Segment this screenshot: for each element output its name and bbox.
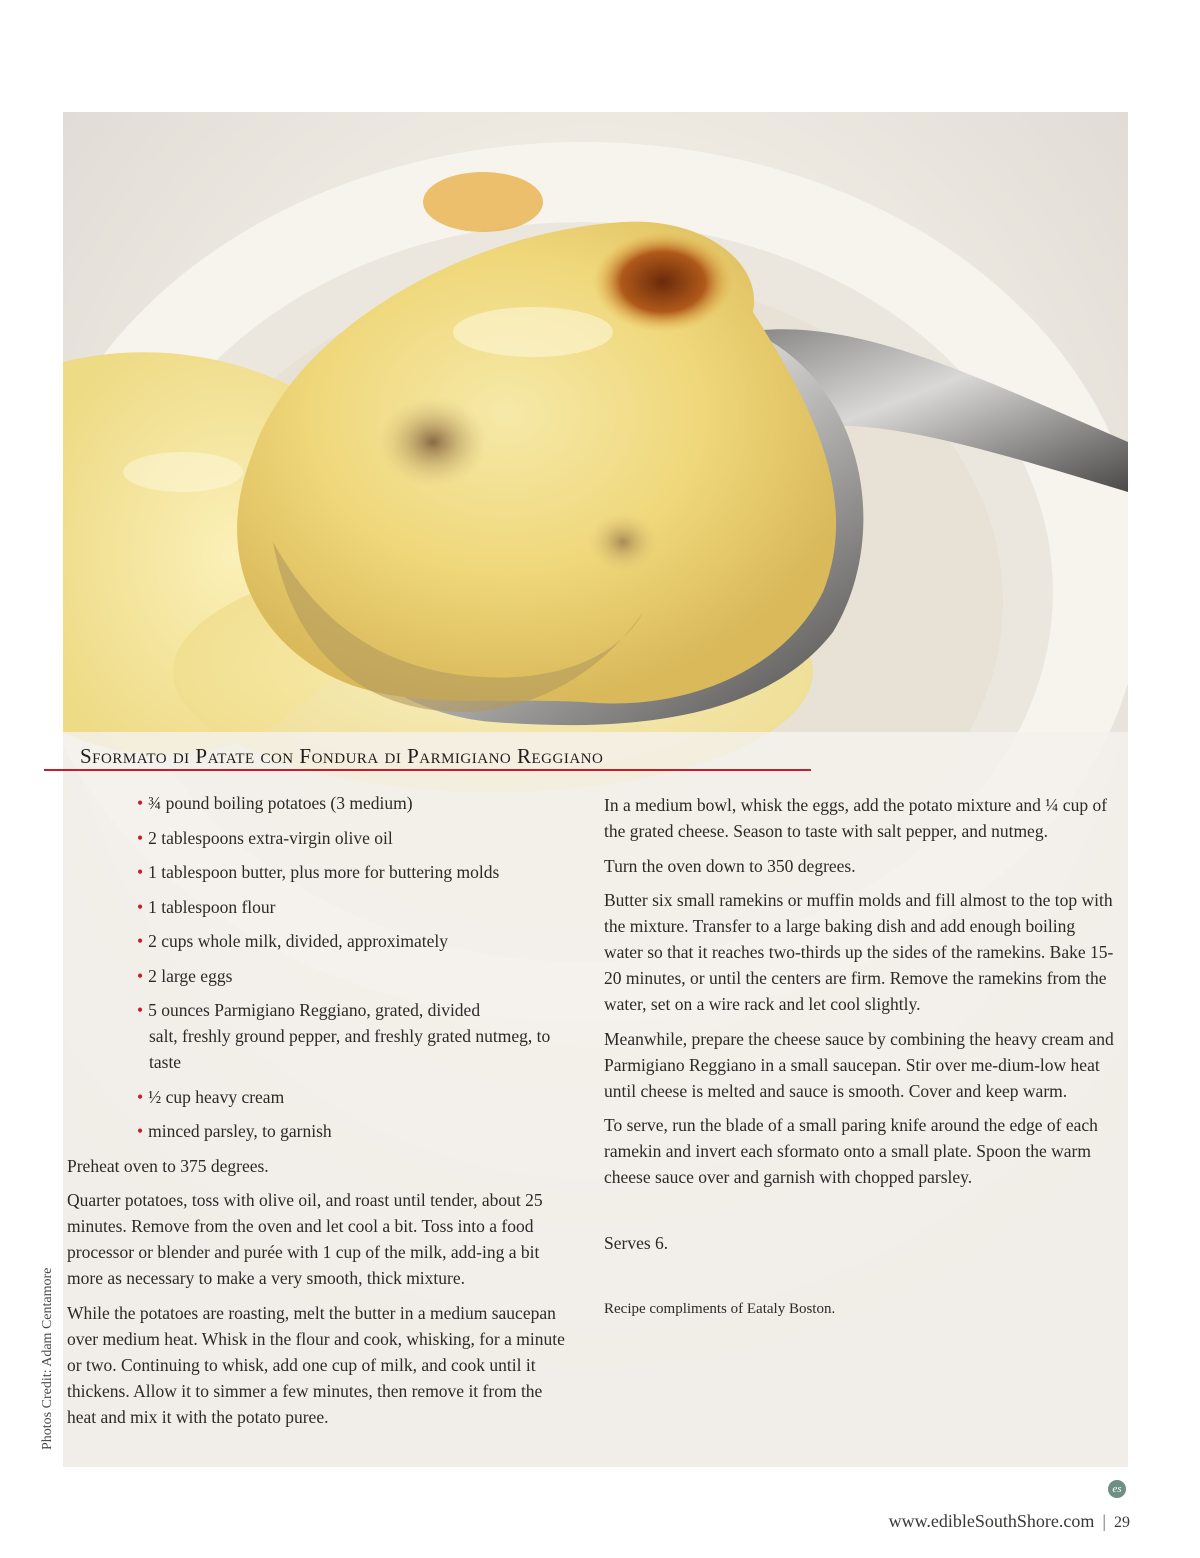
- ingredient-item: • ¾ pound boiling potatoes (3 medium): [137, 793, 413, 813]
- website-link[interactable]: www.edibleSouthShore.com: [888, 1511, 1095, 1531]
- ingredient-item: • ½ cup heavy cream: [137, 1086, 285, 1107]
- bullet-icon: •: [137, 793, 144, 813]
- bullet-icon: •: [137, 1121, 144, 1141]
- step-paragraph: Turn the oven down to 350 degrees.: [604, 855, 856, 876]
- photo-credit: Photos Credit: Adam Centamore: [40, 1267, 55, 1450]
- bullet-icon: •: [137, 896, 144, 917]
- edible-logo-icon: es: [1108, 1480, 1126, 1498]
- ingredient-item: • 1 tablespoon butter, plus more for buttering molds: [137, 862, 500, 882]
- bullet-icon: •: [137, 931, 144, 951]
- bullet-icon: •: [137, 827, 144, 848]
- bullet-icon: •: [137, 965, 144, 986]
- bullet-icon: •: [137, 862, 144, 882]
- ingredient-item: • 1 tablespoon flour: [137, 896, 276, 917]
- title-underline: [44, 769, 811, 771]
- bullet-icon: •: [137, 1086, 144, 1107]
- ingredient-item: • 2 cups whole milk, divided, approximately: [137, 931, 449, 951]
- right-column: [604, 792, 1116, 1331]
- bullet-icon: •: [137, 1000, 144, 1020]
- ingredient-list: [67, 790, 575, 1144]
- left-column: [67, 790, 575, 1438]
- step-paragraph: To serve, run the blade of a small paring knife around the edge of each ramekin and invert each sformato onto a small plate. Spoon the warm cheese sauce over and garnish with chopped parsley.: [604, 1115, 1098, 1187]
- ingredient-seasoning: salt, freshly ground pepper, and freshly grated nutmeg, to taste: [149, 1026, 551, 1072]
- page-number: 29: [1114, 1514, 1130, 1531]
- step-paragraph: Butter six small ramekins or muffin molds and fill almost to the top with the mixture. Transfer to a large baking dish and add enough boiling water so that it reaches two-thirds up the sides of the ramekins. Bake 15-20 minutes, or until the centers are firm. Remove the ramekins from the water, set on a wire rack and let cool slightly.: [604, 890, 1114, 1014]
- step-paragraph: Quarter potatoes, toss with olive oil, and roast until tender, about 25 minutes. Remove from the oven and let cool a bit. Toss into a food processor or blender and purée with 1 cup of the milk, add-ing a bit more as necessary to make a very smooth, thick mixture.: [67, 1190, 543, 1288]
- recipe-title: Sformato di Patate con Fondura di Parmigiano Reggiano: [80, 744, 604, 768]
- serves-note: Serves 6.: [604, 1233, 669, 1253]
- page-footer: [889, 1511, 1130, 1532]
- step-paragraph: Preheat oven to 375 degrees.: [67, 1155, 269, 1176]
- step-paragraph: Meanwhile, prepare the cheese sauce by combining the heavy cream and Parmigiano Reggiano in a small saucepan. Stir over me-dium-low heat until cheese is melted and sauce is smooth. Cover and keep warm.: [604, 1028, 1114, 1101]
- ingredient-item: • 5 ounces Parmigiano Reggiano, grated, divided salt, freshly ground pepper, and freshly grated nutmeg, to taste: [137, 997, 575, 1075]
- recipe-credit: Recipe compliments of Eataly Boston.: [604, 1301, 836, 1317]
- ingredient-item: • 2 large eggs: [137, 965, 233, 986]
- step-paragraph: In a medium bowl, whisk the eggs, add the potato mixture and ¼ cup of the grated cheese. Season to taste with salt pepper, and nutmeg.: [604, 795, 1108, 841]
- step-paragraph: While the potatoes are roasting, melt the butter in a medium saucepan over medium heat. Whisk in the flour and cook, whisking, for a minute or two. Continuing to whisk, add one cup of milk, and cook until it thickens. Allow it to simmer a few minutes, then remove it from the heat and mix it with the potato puree.: [67, 1302, 565, 1427]
- ingredient-item: • minced parsley, to garnish: [137, 1121, 332, 1141]
- ingredient-item: • 2 tablespoons extra-virgin olive oil: [137, 827, 393, 848]
- footer-separator: |: [1102, 1511, 1106, 1531]
